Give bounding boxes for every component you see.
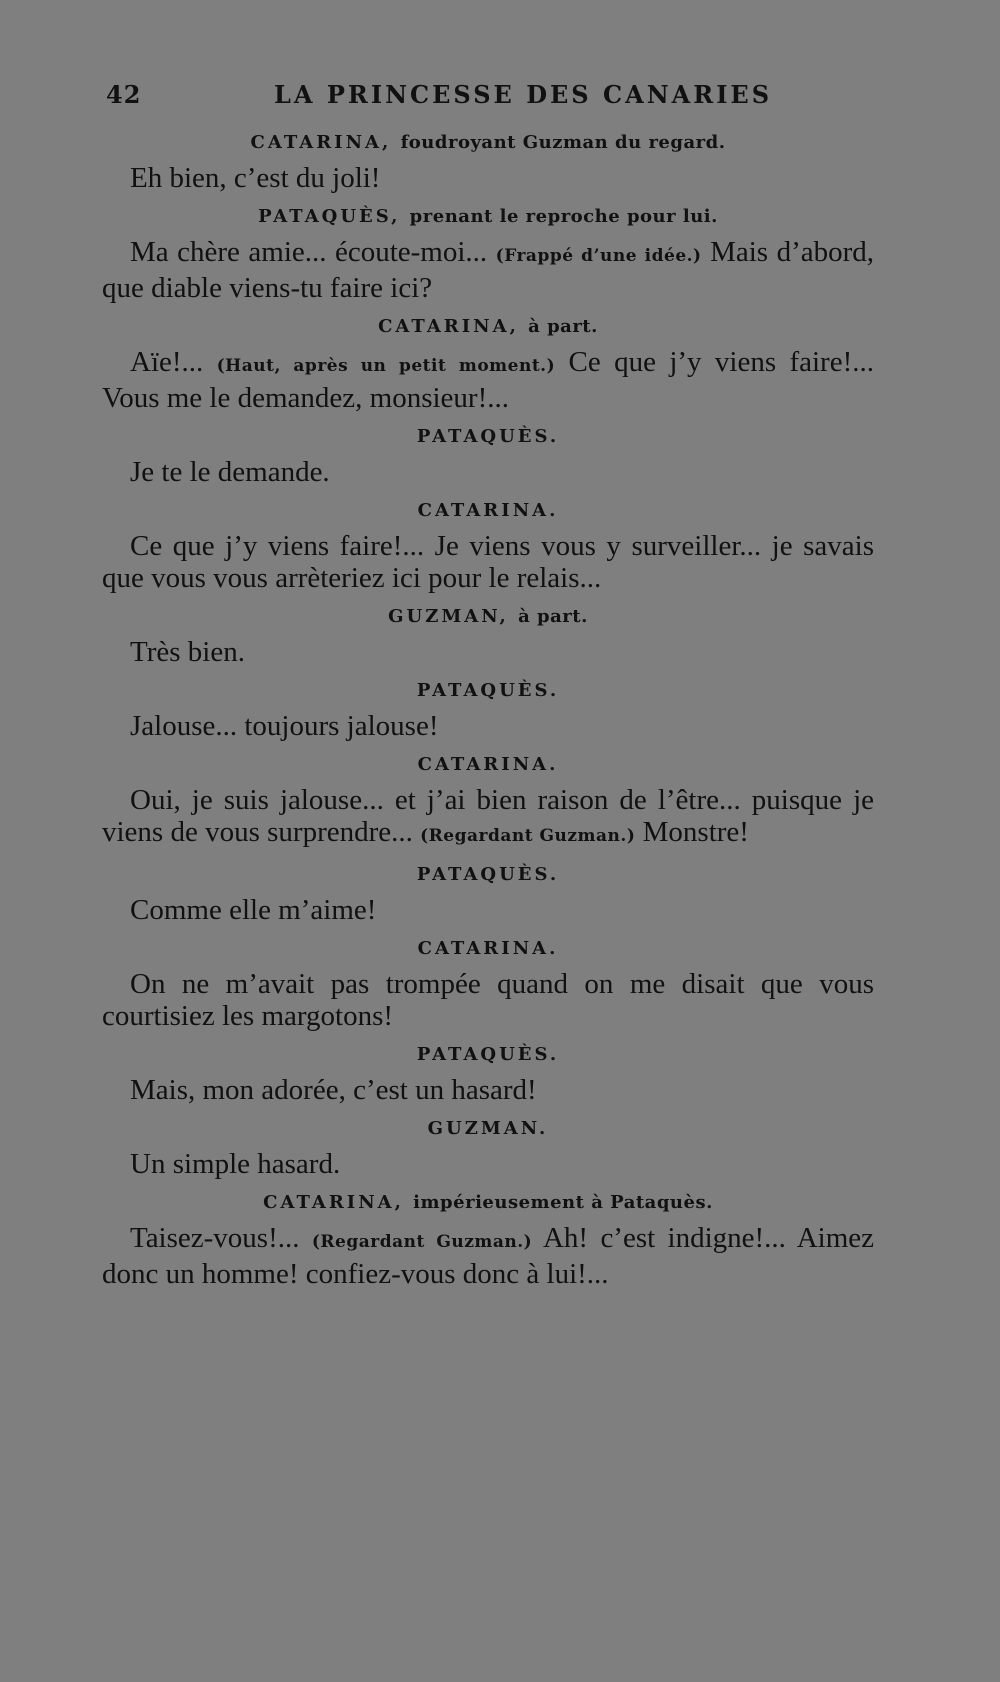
spoken-line (102, 162, 874, 194)
spoken-line (102, 236, 874, 304)
line-text: Mais d’abord, que diable viens-tu faire ici? (102, 236, 875, 304)
stage-direction: foudroyant Guzman du regard. (400, 132, 726, 153)
spoken-line (102, 968, 874, 1032)
line-text: Aïe!... (130, 346, 217, 378)
speaker-heading (102, 604, 874, 630)
line-text: Très bien. (130, 636, 245, 668)
page-header (106, 80, 773, 116)
page-number: 42 (106, 80, 142, 109)
speaker-heading (102, 1116, 874, 1142)
stage-direction: impérieusement à Pataquès. (413, 1192, 713, 1213)
spoken-line (102, 530, 874, 594)
inline-stage-direction: (Regardant Guzman.) (420, 826, 636, 846)
running-title: LA PRINCESSE DES CANARIES (274, 80, 773, 109)
dialogue-block (102, 1116, 874, 1180)
line-text: Ce que j’y viens faire!... Je viens vous y surveiller... je savais que vous vous arrèteriez ici pour le relais... (102, 530, 874, 594)
speaker-heading (102, 130, 874, 156)
speaker-heading (102, 678, 874, 704)
spoken-line (102, 456, 874, 488)
stage-direction: prenant le reproche pour lui. (409, 206, 718, 227)
dialogue-block (102, 862, 874, 926)
line-text: Je te le demande. (130, 456, 330, 488)
speaker-name: CATARINA. (417, 500, 559, 521)
line-text: Eh bien, c’est du joli! (130, 162, 381, 194)
speaker-name: PATAQUÈS. (416, 426, 560, 447)
dialogue-block (102, 130, 874, 194)
dialogue-block (102, 678, 874, 742)
stage-direction: à part. (518, 606, 588, 627)
line-text: On ne m’avait pas trompée quand on me disait que vous courtisiez les margotons! (102, 968, 874, 1032)
line-text: Oui, je suis jalouse... et j’ai bien raison de l’être... puisque je viens de vous surprendre... (102, 784, 874, 848)
speaker-heading (102, 314, 874, 340)
dialogue-block (102, 604, 874, 668)
inline-stage-direction: (Regardant Guzman.) (311, 1232, 533, 1252)
dialogue-body (102, 130, 874, 1300)
spoken-line (102, 636, 874, 668)
spoken-line (102, 1074, 874, 1106)
speaker-name: CATARINA, (263, 1192, 404, 1213)
line-text: Mais, mon adorée, c’est un hasard! (130, 1074, 537, 1106)
speaker-heading (102, 204, 874, 230)
speaker-name: CATARINA, (250, 132, 392, 153)
speaker-name: GUZMAN. (427, 1118, 549, 1139)
spoken-line (102, 784, 874, 852)
speaker-name: CATARINA. (417, 938, 559, 959)
speaker-name: PATAQUÈS. (416, 680, 560, 701)
dialogue-block (102, 1190, 874, 1290)
dialogue-block (102, 424, 874, 488)
spoken-line (102, 894, 874, 926)
speaker-heading (102, 752, 874, 778)
line-text: Ah! c’est indigne!... Aimez donc un homme! confiez-vous donc à lui!... (102, 1222, 874, 1290)
line-text: Ce que j’y viens faire!... Vous me le demandez, monsieur!... (102, 346, 874, 414)
line-text: Comme elle m’aime! (130, 894, 377, 926)
line-text: Jalouse... toujours jalouse! (130, 710, 439, 742)
spoken-line (102, 710, 874, 742)
spoken-line (102, 346, 874, 414)
speaker-name: CATARINA, (378, 316, 519, 337)
line-text: Monstre! (635, 816, 749, 848)
stage-direction: à part. (528, 316, 598, 337)
speaker-heading (102, 936, 874, 962)
line-text: Un simple hasard. (130, 1148, 341, 1180)
dialogue-block (102, 936, 874, 1032)
dialogue-block (102, 752, 874, 852)
line-text: Taisez-vous!... (130, 1222, 312, 1254)
speaker-heading (102, 424, 874, 450)
dialogue-block (102, 498, 874, 594)
speaker-heading (102, 1190, 874, 1216)
speaker-name: CATARINA. (417, 754, 559, 775)
speaker-name: PATAQUÈS, (258, 206, 401, 227)
speaker-heading (102, 498, 874, 524)
speaker-name: GUZMAN, (388, 606, 509, 627)
speaker-name: PATAQUÈS. (416, 1044, 560, 1065)
inline-stage-direction: (Haut, après un petit moment.) (216, 356, 556, 376)
dialogue-block (102, 1042, 874, 1106)
dialogue-block (102, 204, 874, 304)
speaker-heading (102, 1042, 874, 1068)
spoken-line (102, 1148, 874, 1180)
speaker-name: PATAQUÈS. (416, 864, 560, 885)
speaker-heading (102, 862, 874, 888)
dialogue-block (102, 314, 874, 414)
line-text: Ma chère amie... écoute-moi... (130, 236, 496, 268)
spoken-line (102, 1222, 874, 1290)
inline-stage-direction: (Frappé d’une idée.) (495, 246, 702, 266)
